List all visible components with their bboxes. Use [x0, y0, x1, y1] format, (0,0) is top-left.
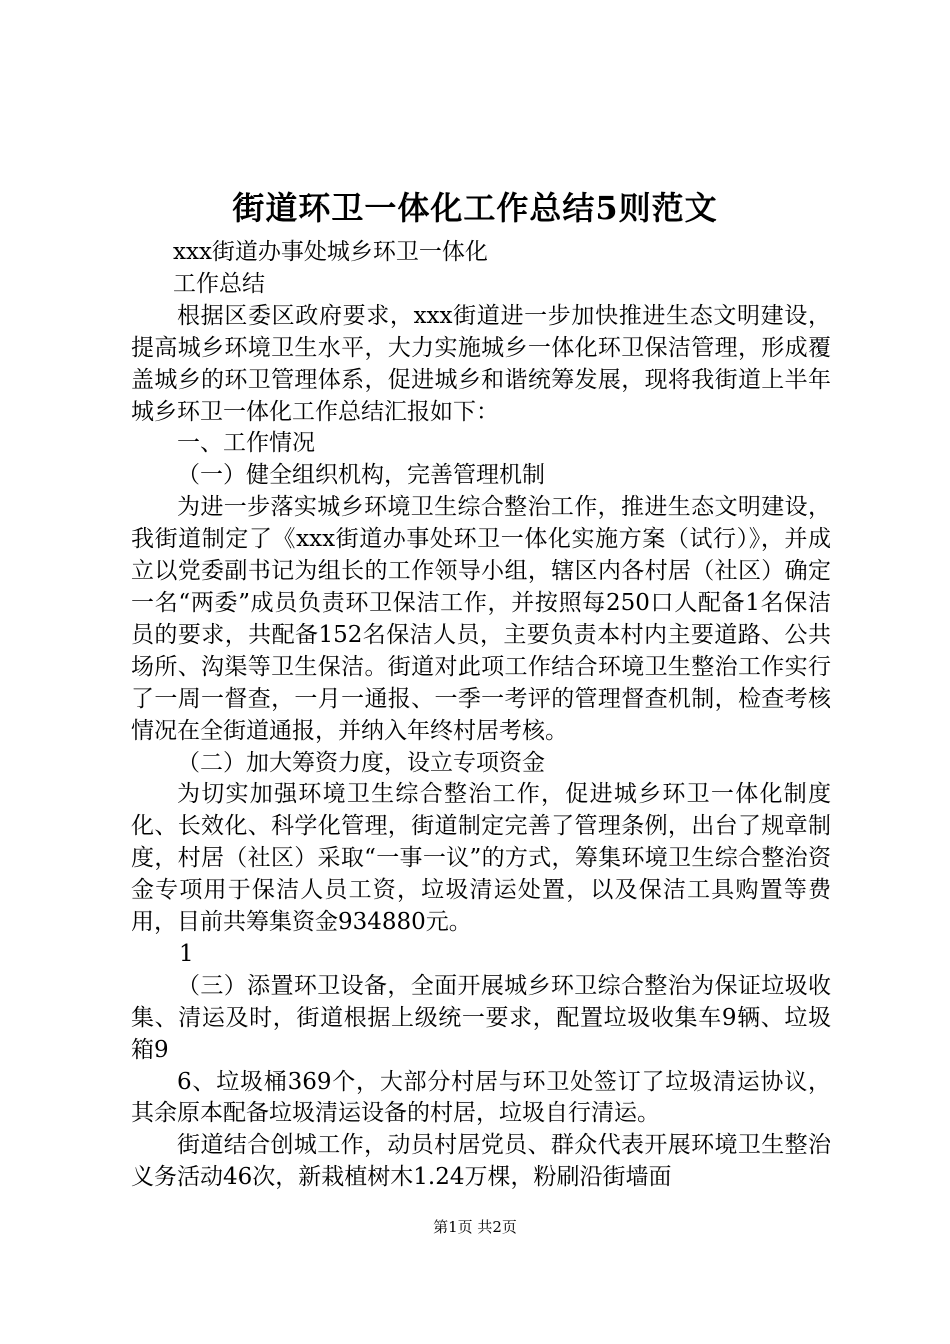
subsection-heading: （一）健全组织机构，完善管理机制 [177, 462, 545, 489]
page-number-inline: 1 [179, 940, 194, 967]
paragraph: 6、垃圾桶369个，大部分村居与环卫处签订了垃圾清运协议，其余原本配备垃圾清运设备的村居，垃圾自行清运。 [131, 1068, 831, 1127]
section-heading: 一、工作情况 [177, 430, 315, 457]
subsection-heading: （二）加大筹资力度，设立专项资金 [177, 749, 545, 776]
paragraph: 为切实加强环境卫生综合整治工作，促进城乡环卫一体化制度化、长效化、科学化管理，街道制定完善了管理条例，出台了规章制度，村居（社区）采取“一事一议”的方式，筹集环境卫生综合整治资金专项用于保洁人员工资，垃圾清运处置，以及保洁工具购置等费用，目前共筹集资金934880元。 [131, 781, 831, 936]
paragraph: 为进一步落实城乡环境卫生综合整治工作，推进生态文明建设，我街道制定了《xxx街道办事处环卫一体化实施方案（试行）》，并成立以党委副书记为组长的工作领导小组，辖区内各村居（社区）确定一名“两委”成员负责环卫保洁工作，并按照每250口人配备1名保洁员的要求，共配备152名保洁人员，主要负责本村内主要道路、公共场所、沟渠等卫生保洁。街道对此项工作结合环境卫生整治工作实行了一周一督查，一月一通报、一季一考评的管理督查机制，检查考核情况在全街道通报，并纳入年终村居考核。 [131, 494, 831, 744]
document-title: 街道环卫一体化工作总结5则范文 [232, 189, 718, 227]
document-body [131, 237, 831, 1194]
paragraph: xxx街道办事处城乡环卫一体化 [173, 239, 488, 265]
page-footer: 第1页 共2页 [433, 1218, 517, 1236]
paragraph: （三）添置环卫设备，全面开展城乡环卫综合整治为保证垃圾收集、清运及时，街道根据上级统一要求，配置垃圾收集车9辆、垃圾箱9 [131, 972, 831, 1063]
paragraph: 根据区委区政府要求，xxx街道进一步加快推进生态文明建设，提高城乡环境卫生水平，大力实施城乡一体化环卫保洁管理，形成覆盖城乡的环卫管理体系，促进城乡和谐统筹发展，现将我街道上半年城乡环卫一体化工作总结汇报如下： [131, 302, 831, 425]
paragraph: 街道结合创城工作，动员村居党员、群众代表开展环境卫生整治义务活动46次，新栽植树木1.24万棵，粉刷沿街墙面 [131, 1132, 831, 1191]
paragraph: 工作总结 [173, 270, 265, 297]
